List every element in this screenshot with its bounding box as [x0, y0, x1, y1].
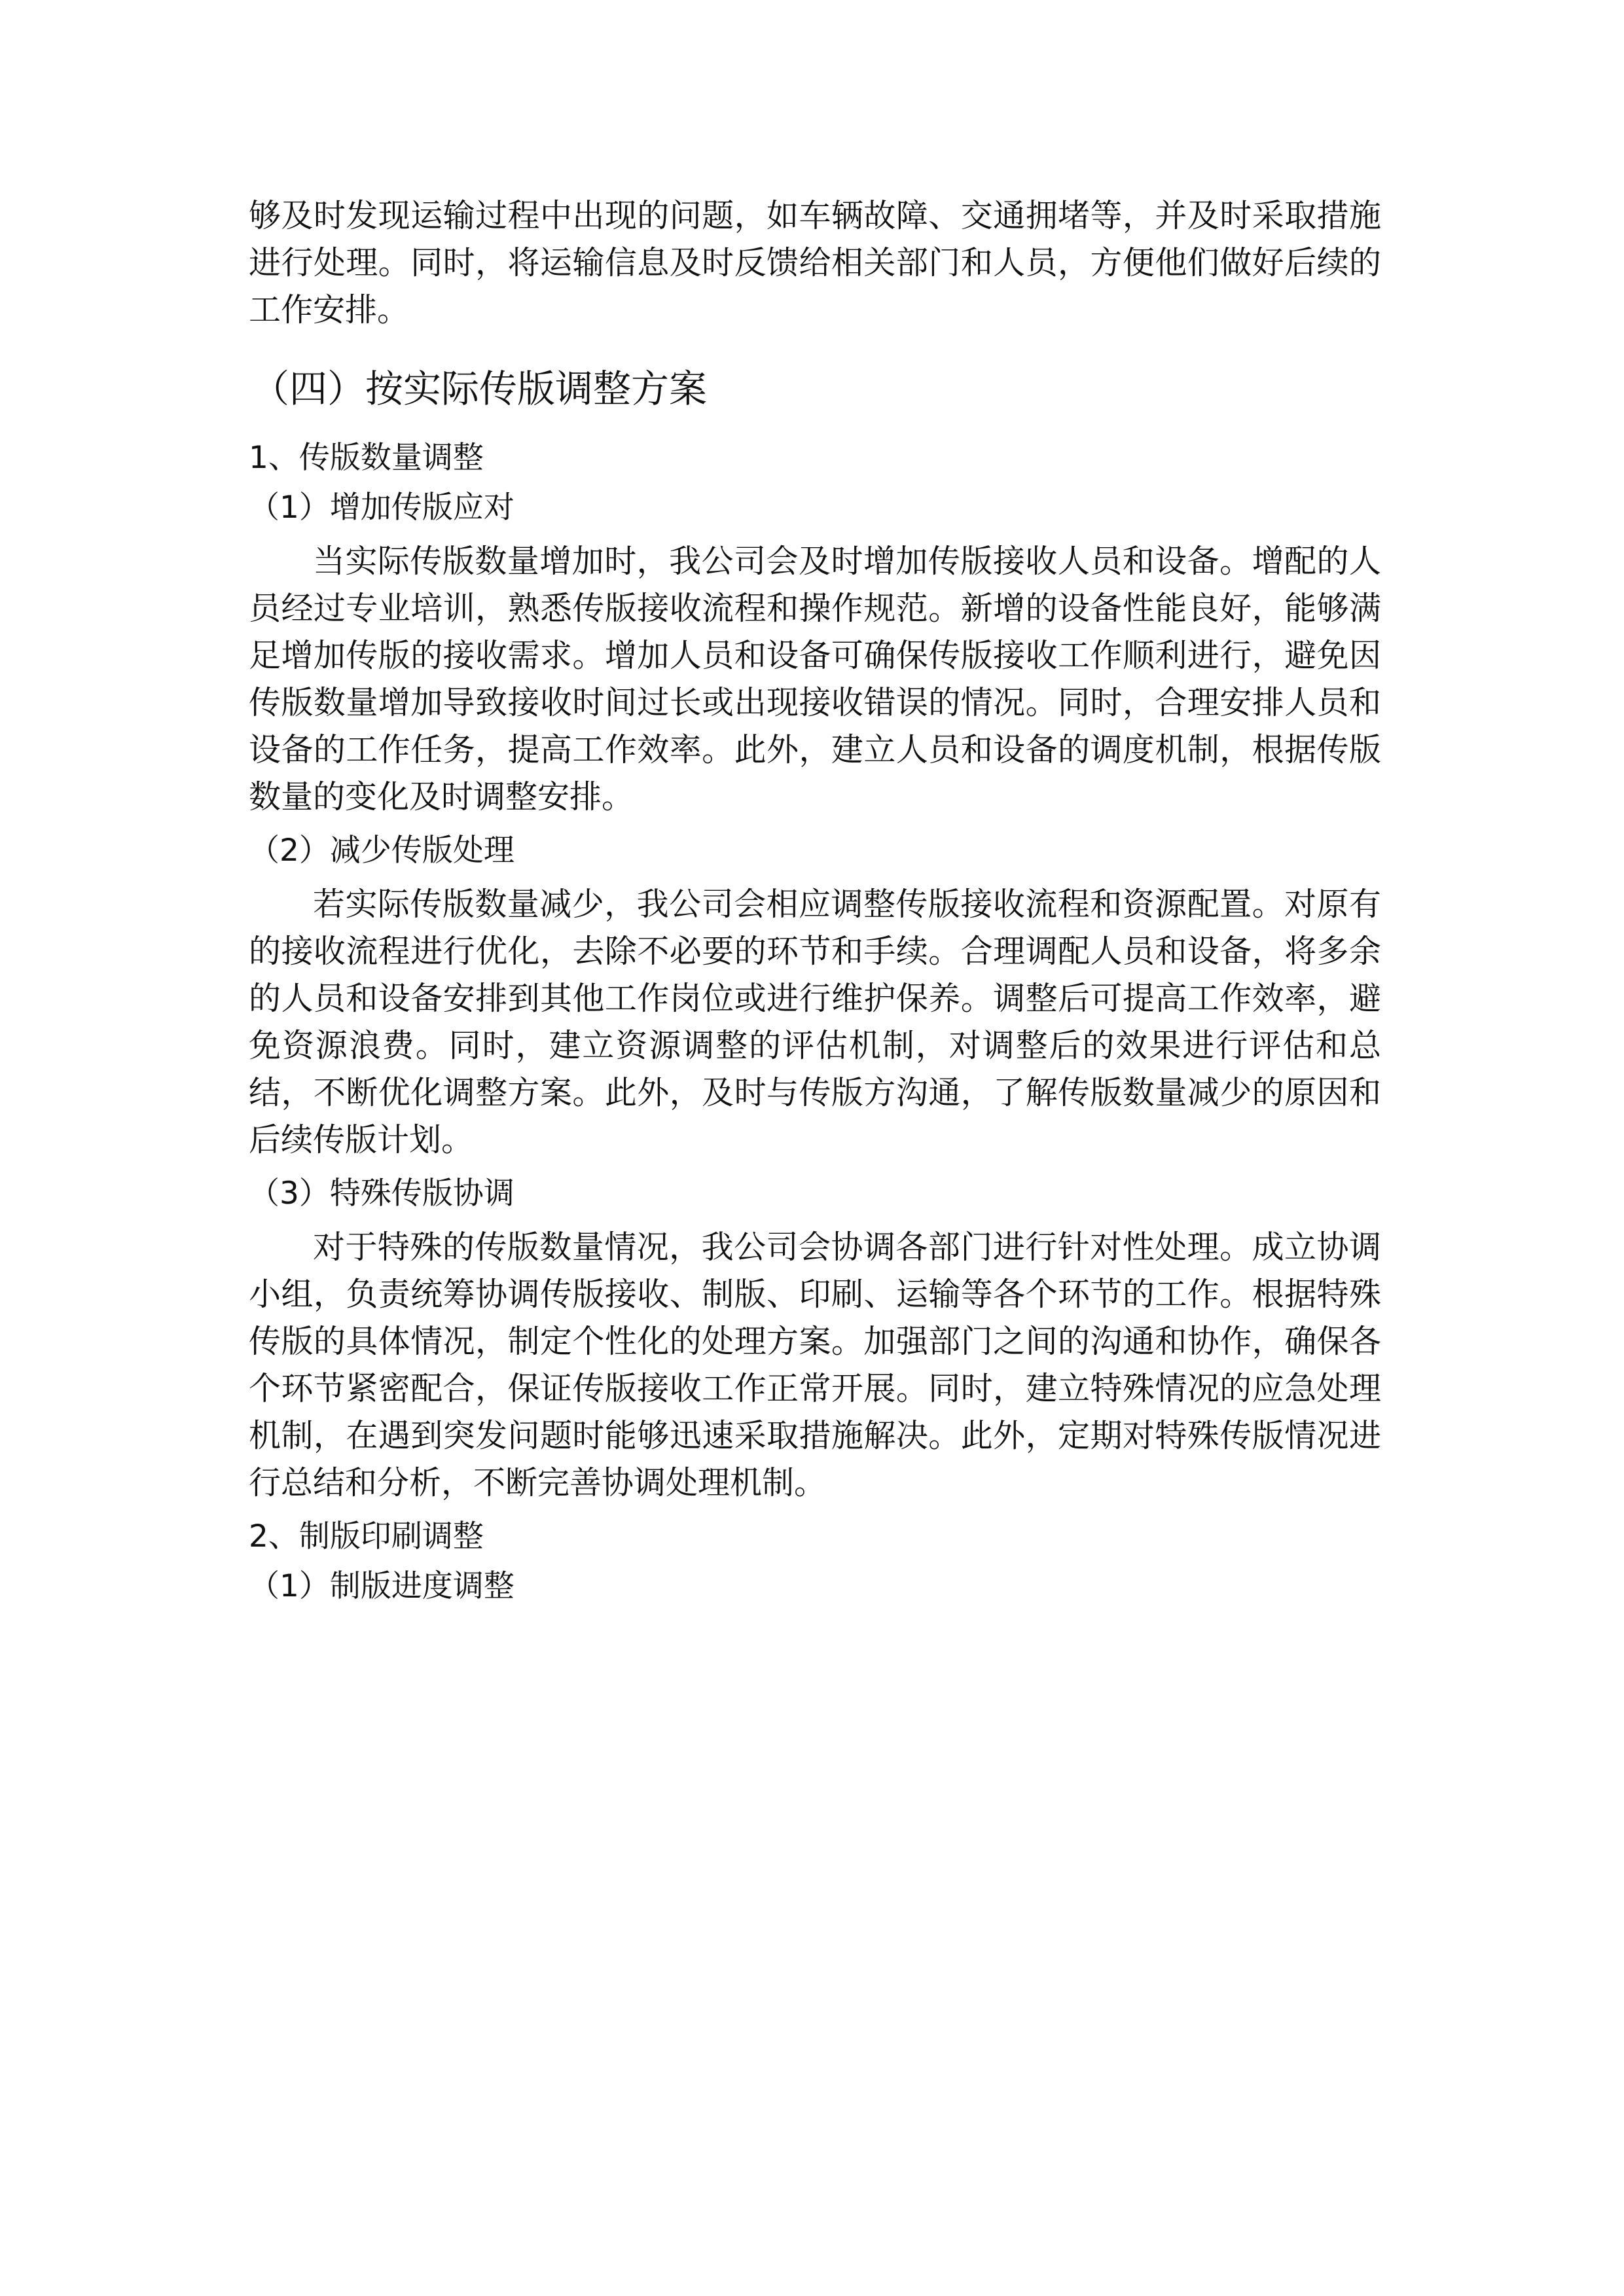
item-title: （1）制版进度调整 — [249, 1568, 514, 1604]
item-title: （1）增加传版应对 — [249, 490, 514, 526]
item-paragraph: 当实际传版数量增加时，我公司会及时增加传版接收人员和设备。增配的人员经过专业培训，熟悉传版接收流程和操作规范。新增的设备性能良好，能够满足增加传版的接收需求。增加人员和设备可确保传版接收工作顺利进行，避免因传版数量增加导致接收时间过长或出现接收错误的情况。同时，合理安排人员和设备的工作任务，提高工作效率。此外，建立人员和设备的调度机制，根据传版数量的变化及时调整安排。 — [249, 543, 1381, 816]
item-title: （3）特殊传版协调 — [249, 1175, 514, 1211]
item-title: （2）减少传版处理 — [249, 833, 514, 869]
subsection-title: 1、传版数量调整 — [249, 440, 484, 476]
section-heading: （四）按实际传版调整方案 — [251, 367, 708, 411]
subsection-title: 2、制版印刷调整 — [249, 1518, 484, 1554]
intro-paragraph: 够及时发现运输过程中出现的问题，如车辆故障、交通拥堵等，并及时采取措施进行处理。同时，将运输信息及时反馈给相关部门和人员，方便他们做好后续的工作安排。 — [249, 197, 1381, 329]
item-paragraph: 若实际传版数量减少，我公司会相应调整传版接收流程和资源配置。对原有的接收流程进行优化，去除不必要的环节和手续。合理调配人员和设备，将多余的人员和设备安排到其他工作岗位或进行维护保养。调整后可提高工作效率，避免资源浪费。同时，建立资源调整的评估机制，对调整后的效果进行评估和总结，不断优化调整方案。此外，及时与传版方沟通，了解传版数量减少的原因和后续传版计划。 — [249, 886, 1381, 1158]
item-paragraph: 对于特殊的传版数量情况，我公司会协调各部门进行针对性处理。成立协调小组，负责统筹协调传版接收、制版、印刷、运输等各个环节的工作。根据特殊传版的具体情况，制定个性化的处理方案。加强部门之间的沟通和协作，确保各个环节紧密配合，保证传版接收工作正常开展。同时，建立特殊情况的应急处理机制，在遇到突发问题时能够迅速采取措施解决。此外，定期对特殊传版情况进行总结和分析，不断完善协调处理机制。 — [249, 1229, 1381, 1501]
document-body — [249, 192, 1381, 1617]
